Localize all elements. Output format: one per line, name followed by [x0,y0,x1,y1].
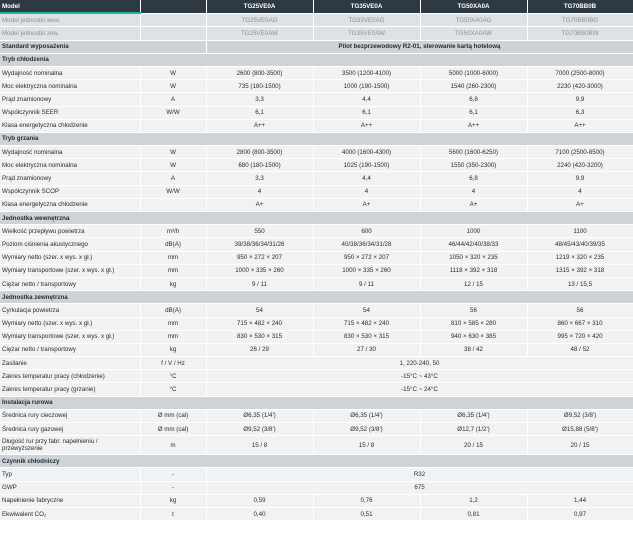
section-title: Tryb grzania [0,132,633,145]
table-row [0,172,633,185]
value-cell: 0,40 [206,507,313,520]
model-code: TG35VE0AG [313,13,420,27]
value-cell: 6,3 [527,106,633,119]
header-row [0,0,633,13]
value-cell: Ø12,7 (1/2') [420,423,527,436]
value-cell: 735 (180-1500) [206,80,313,93]
value-cell: Ø9,52 (3/8') [313,423,420,436]
value-cell: 4 [313,185,420,198]
table-row [0,198,633,211]
table-row [0,481,633,494]
value-cell: A+ [527,198,633,211]
value-cell: 830 × 530 × 315 [313,330,420,343]
value-cell: 1, 220-240, 50 [206,357,633,370]
value-cell: 3,3 [206,93,313,106]
value-cell: 4,4 [313,172,420,185]
unit-label: dB(A) [140,238,206,251]
value-cell: 5600 (1600-6250) [420,146,527,159]
value-cell: 1000 [420,225,527,238]
value-cell: 54 [313,304,420,317]
value-cell: 0,59 [206,494,313,507]
parameter-label: Wymiary transportowe (szer. x wys. x gł.) [0,264,140,277]
model-code: TG50XA0AW [420,27,527,40]
unit-label: kg [140,277,206,290]
parameter-label: Cyrkulacja powietrza [0,304,140,317]
section-title: Jednostka zewnętrzna [0,291,633,304]
parameter-label: Prąd znamionowy [0,172,140,185]
parameter-label: Współczynnik SCOP [0,185,140,198]
unit-label: Ø mm (cal) [140,423,206,436]
unit-label: dB(A) [140,304,206,317]
unit-label: A [140,172,206,185]
table-row [0,106,633,119]
value-cell: 1540 (260-2300) [420,80,527,93]
unit-label: W [140,159,206,172]
unit-label: m [140,436,206,455]
table-row [0,225,633,238]
value-cell: 5000 (1000-6000) [420,66,527,79]
unit-label: A [140,93,206,106]
value-cell: 675 [206,481,633,494]
parameter-label: Napełnienie fabryczne [0,494,140,507]
standard-label: Standard wyposażenia [0,40,206,53]
unit-label: kg [140,343,206,356]
unit-label: mm [140,264,206,277]
model-code: TG35VE0AW [313,27,420,40]
parameter-label: Poziom ciśnienia akustycznego [0,238,140,251]
table-row [0,251,633,264]
unit-label: °C [140,370,206,383]
value-cell: 4 [420,185,527,198]
table-row [0,159,633,172]
model-code: TG25VE0AW [206,27,313,40]
model-code: TG25VE0AG [206,13,313,27]
unit-label: W/W [140,185,206,198]
value-cell: 995 × 720 × 420 [527,330,633,343]
parameter-label: Klasa energetyczna chłodzenie [0,198,140,211]
value-cell: 940 × 630 × 385 [420,330,527,343]
value-cell: 9 / 11 [206,277,313,290]
value-cell: 6,1 [420,106,527,119]
model-row-label: Model jednostki zew. [0,27,140,40]
unit-label [140,27,206,40]
unit-label: W [140,80,206,93]
value-cell: 1025 (190-1500) [313,159,420,172]
unit-label: W [140,66,206,79]
value-cell: R32 [206,468,633,481]
table-row [0,494,633,507]
standard-value: Pilot bezprzewodowy R2-01, sterowanie kartą hotelową [206,40,633,53]
header-model-name: TG70BB0B [527,0,633,13]
value-cell: 715 × 482 × 240 [313,317,420,330]
value-cell: Ø9,52 (3/8') [206,423,313,436]
value-cell: 830 × 530 × 315 [206,330,313,343]
value-cell: 20 / 15 [527,436,633,455]
value-cell: 40/38/36/34/31/28 [313,238,420,251]
unit-label: mm [140,251,206,264]
value-cell: 600 [313,225,420,238]
parameter-label: Zakres temperatur pracy (chłodzenie) [0,370,140,383]
table-row [0,436,633,455]
value-cell: -15°C ~ 24°C [206,383,633,396]
parameter-label: Wydajność nominalna [0,66,140,79]
value-cell: 1,44 [527,494,633,507]
value-cell: Ø6,35 (1/4') [313,409,420,422]
model-code: TG70BB0BG [527,13,633,27]
value-cell: 15 / 8 [206,436,313,455]
value-cell: 6,1 [313,106,420,119]
parameter-label: GWP [0,481,140,494]
section-title: Tryb chłodzenia [0,53,633,66]
section-header [0,53,633,66]
value-cell: 2800 (800-3500) [206,146,313,159]
parameter-label: Zakres temperatur pracy (grzanie) [0,383,140,396]
section-header [0,455,633,468]
table-row [0,343,633,356]
value-cell: 20 / 15 [420,436,527,455]
header-model-name: TG35VE0A [313,0,420,13]
value-cell: A++ [313,119,420,132]
parameter-label: Typ [0,468,140,481]
value-cell: A++ [420,119,527,132]
value-cell: 550 [206,225,313,238]
value-cell: 7000 (2500-8000) [527,66,633,79]
model-code: TG70BB0BW [527,27,633,40]
unit-label: W/W [140,106,206,119]
value-cell: 1118 × 392 × 318 [420,264,527,277]
value-cell: 15 / 8 [313,436,420,455]
value-cell: 1000 (190-1500) [313,80,420,93]
value-cell: 950 × 272 × 207 [313,251,420,264]
value-cell: 1000 × 335 × 260 [206,264,313,277]
value-cell: A++ [527,119,633,132]
parameter-label: Długość rur przy fabr. napełnieniu / przewyższenie [0,436,140,455]
standard-equipment-row [0,40,633,53]
model-row-label: Model jednostki wew. [0,13,140,27]
unit-label: m³/h [140,225,206,238]
table-row [0,185,633,198]
value-cell: 0,51 [313,507,420,520]
value-cell: 4,4 [313,93,420,106]
parameter-label: Wymiary transportowe (szer. x wys. x gł.) [0,330,140,343]
value-cell: 715 × 482 × 240 [206,317,313,330]
value-cell: 46/44/42/40/38/33 [420,238,527,251]
table-row [0,357,633,370]
value-cell: A+ [206,198,313,211]
parameter-label: Moc elektryczna nominalna [0,159,140,172]
value-cell: 860 × 667 × 310 [527,317,633,330]
unit-label: Ø mm (cal) [140,409,206,422]
unit-label: t [140,507,206,520]
value-cell: Ø6,35 (1/4') [420,409,527,422]
parameter-label: Zasilanie [0,357,140,370]
value-cell: 56 [420,304,527,317]
value-cell: 0,81 [420,507,527,520]
parameter-label: Średnica rury cieczowej [0,409,140,422]
table-row [0,80,633,93]
value-cell: 1100 [527,225,633,238]
value-cell: 9,9 [527,172,633,185]
section-header [0,396,633,409]
value-cell: 1000 × 335 × 260 [313,264,420,277]
header-model-name: TG50XA0A [420,0,527,13]
value-cell: 2230 (420-3000) [527,80,633,93]
unit-label [140,13,206,27]
table-row [0,93,633,106]
table-row [0,66,633,79]
value-cell: 6,8 [420,172,527,185]
parameter-label: Ekwiwalent CO₂ [0,507,140,520]
parameter-label: Współczynnik SEER [0,106,140,119]
value-cell: Ø6,35 (1/4') [206,409,313,422]
value-cell: 7100 (2500-8500) [527,146,633,159]
parameter-label: Wielkość przepływu powietrza [0,225,140,238]
parameter-label: Wymiary netto (szer. x wys. x gł.) [0,317,140,330]
parameter-label: Wymiary netto (szer. x wys. x gł.) [0,251,140,264]
value-cell: 1550 (350-2300) [420,159,527,172]
value-cell: 950 × 272 × 207 [206,251,313,264]
unit-label: kg [140,494,206,507]
value-cell: 1315 × 392 × 318 [527,264,633,277]
model-row [0,27,633,40]
value-cell: 6,1 [206,106,313,119]
value-cell: -15°C ~ 43°C [206,370,633,383]
unit-label [140,198,206,211]
value-cell: 1050 × 320 × 235 [420,251,527,264]
value-cell: 39/38/36/34/31/26 [206,238,313,251]
value-cell: 6,8 [420,93,527,106]
value-cell: 1,2 [420,494,527,507]
parameter-label: Ciężar netto / transportowy [0,277,140,290]
parameter-label: Klasa energetyczna chłodzenie [0,119,140,132]
section-header [0,291,633,304]
table-row [0,330,633,343]
section-header [0,132,633,145]
unit-label: mm [140,330,206,343]
value-cell: A+ [420,198,527,211]
value-cell: 12 / 15 [420,277,527,290]
unit-label [140,119,206,132]
section-title: Jednostka wewnętrzna [0,212,633,225]
value-cell: 3,3 [206,172,313,185]
value-cell: Ø9,52 (3/8') [527,409,633,422]
unit-label: f / V / Hz [140,357,206,370]
parameter-label: Moc elektryczna nominalna [0,80,140,93]
value-cell: 2240 (420-3200) [527,159,633,172]
table-row [0,119,633,132]
table-row [0,304,633,317]
parameter-label: Średnica rury gazowej [0,423,140,436]
unit-label: mm [140,317,206,330]
value-cell: 48 / 52 [527,343,633,356]
header-unit-cell [140,0,206,13]
value-cell: 54 [206,304,313,317]
header-model-name: TG25VE0A [206,0,313,13]
value-cell: 4 [527,185,633,198]
model-code: TG50XA0AG [420,13,527,27]
unit-label: - [140,481,206,494]
unit-label: °C [140,383,206,396]
table-row [0,507,633,520]
unit-label: W [140,146,206,159]
header-model-label: Model [0,0,140,13]
value-cell: 9 / 11 [313,277,420,290]
parameter-label: Prąd znamionowy [0,93,140,106]
table-row [0,146,633,159]
table-row [0,238,633,251]
table-row [0,468,633,481]
value-cell: A+ [313,198,420,211]
unit-label: - [140,468,206,481]
value-cell: 4 [206,185,313,198]
value-cell: A++ [206,119,313,132]
value-cell: 0,76 [313,494,420,507]
parameter-label: Wydajność nominalna [0,146,140,159]
value-cell: 27 / 30 [313,343,420,356]
value-cell: 2600 (800-3500) [206,66,313,79]
value-cell: 38 / 42 [420,343,527,356]
parameter-label: Ciężar netto / transportowy [0,343,140,356]
model-row [0,13,633,27]
value-cell: 56 [527,304,633,317]
value-cell: 4000 (1600-4300) [313,146,420,159]
table-row [0,264,633,277]
value-cell: 810 × 585 × 280 [420,317,527,330]
table-row [0,317,633,330]
section-header [0,212,633,225]
table-row [0,383,633,396]
section-title: Czynnik chłodniczy [0,455,633,468]
value-cell: 0,97 [527,507,633,520]
value-cell: Ø15,88 (5/8') [527,423,633,436]
value-cell: 1219 × 320 × 235 [527,251,633,264]
value-cell: 26 / 29 [206,343,313,356]
value-cell: 48/45/43/40/39/35 [527,238,633,251]
value-cell: 3500 (1200-4100) [313,66,420,79]
section-title: Instalacja rurowa [0,396,633,409]
value-cell: 680 (180-1500) [206,159,313,172]
table-row [0,370,633,383]
table-row [0,423,633,436]
value-cell: 13 / 15,5 [527,277,633,290]
table-row [0,409,633,422]
value-cell: 9,9 [527,93,633,106]
table-row [0,277,633,290]
